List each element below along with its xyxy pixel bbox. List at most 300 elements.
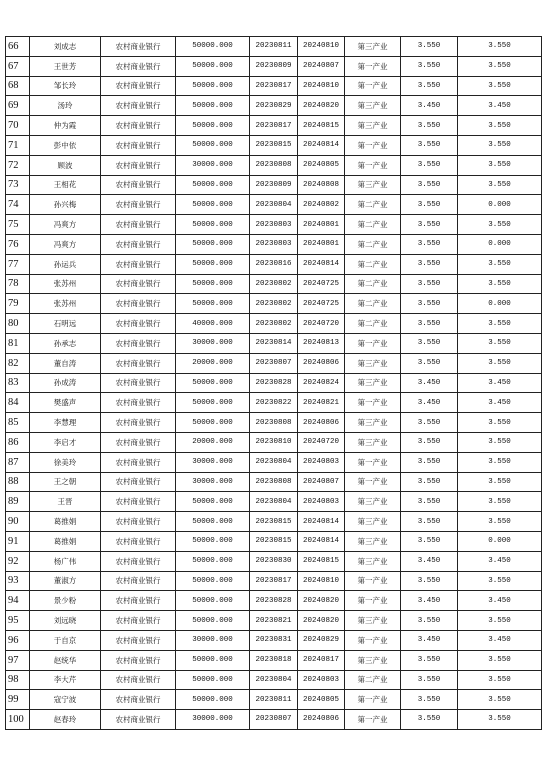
bank-name-cell: 农村商业银行 <box>101 670 176 690</box>
row-number-cell: 100 <box>6 710 30 730</box>
end-date-cell: 20240814 <box>298 531 345 551</box>
actual-rate-cell: 3.550 <box>458 254 542 274</box>
start-date-cell: 20230810 <box>250 432 298 452</box>
borrower-name-cell: 顾波 <box>30 155 101 175</box>
row-number-cell: 90 <box>6 512 30 532</box>
rate-cell: 3.550 <box>401 531 458 551</box>
loan-amount-cell: 20000.000 <box>176 432 250 452</box>
bank-name-cell: 农村商业银行 <box>101 175 176 195</box>
table-row <box>6 353 542 373</box>
start-date-cell: 20230815 <box>250 531 298 551</box>
rate-cell: 3.550 <box>401 413 458 433</box>
loan-amount-cell: 50000.000 <box>176 215 250 235</box>
table-row <box>6 670 542 690</box>
row-number-cell: 80 <box>6 314 30 334</box>
rate-cell: 3.550 <box>401 472 458 492</box>
end-date-cell: 20240801 <box>298 234 345 254</box>
actual-rate-cell: 3.550 <box>458 432 542 452</box>
table-row <box>6 254 542 274</box>
industry-cell: 第一产业 <box>345 333 401 353</box>
borrower-name-cell: 王晋 <box>30 492 101 512</box>
end-date-cell: 20240805 <box>298 690 345 710</box>
table-row <box>6 432 542 452</box>
loan-amount-cell: 50000.000 <box>176 531 250 551</box>
industry-cell: 第三产业 <box>345 116 401 136</box>
loan-amount-cell: 30000.000 <box>176 630 250 650</box>
table-row <box>6 37 542 57</box>
row-number-cell: 86 <box>6 432 30 452</box>
borrower-name-cell: 杨广伟 <box>30 551 101 571</box>
row-number-cell: 87 <box>6 452 30 472</box>
loan-amount-cell: 50000.000 <box>176 512 250 532</box>
end-date-cell: 20240813 <box>298 333 345 353</box>
end-date-cell: 20240803 <box>298 670 345 690</box>
row-number-cell: 79 <box>6 294 30 314</box>
table-row <box>6 373 542 393</box>
row-number-cell: 75 <box>6 215 30 235</box>
start-date-cell: 20230830 <box>250 551 298 571</box>
rate-cell: 3.550 <box>401 650 458 670</box>
end-date-cell: 20240725 <box>298 274 345 294</box>
borrower-name-cell: 孙运兵 <box>30 254 101 274</box>
industry-cell: 第一产业 <box>345 472 401 492</box>
borrower-name-cell: 徐美玲 <box>30 452 101 472</box>
start-date-cell: 20230804 <box>250 452 298 472</box>
loan-amount-cell: 50000.000 <box>176 373 250 393</box>
rate-cell: 3.550 <box>401 353 458 373</box>
end-date-cell: 20240824 <box>298 373 345 393</box>
borrower-name-cell: 董淑方 <box>30 571 101 591</box>
industry-cell: 第三产业 <box>345 531 401 551</box>
table-row <box>6 215 542 235</box>
borrower-name-cell: 景少粉 <box>30 591 101 611</box>
row-number-cell: 68 <box>6 76 30 96</box>
bank-name-cell: 农村商业银行 <box>101 353 176 373</box>
bank-name-cell: 农村商业银行 <box>101 512 176 532</box>
row-number-cell: 94 <box>6 591 30 611</box>
start-date-cell: 20230807 <box>250 710 298 730</box>
rate-cell: 3.450 <box>401 393 458 413</box>
industry-cell: 第三产业 <box>345 551 401 571</box>
rate-cell: 3.550 <box>401 274 458 294</box>
row-number-cell: 96 <box>6 630 30 650</box>
actual-rate-cell: 3.550 <box>458 413 542 433</box>
bank-name-cell: 农村商业银行 <box>101 630 176 650</box>
bank-name-cell: 农村商业银行 <box>101 492 176 512</box>
borrower-name-cell: 李启才 <box>30 432 101 452</box>
industry-cell: 第三产业 <box>345 96 401 116</box>
start-date-cell: 20230828 <box>250 373 298 393</box>
start-date-cell: 20230816 <box>250 254 298 274</box>
industry-cell: 第一产业 <box>345 591 401 611</box>
table-row <box>6 710 542 730</box>
bank-name-cell: 农村商业银行 <box>101 611 176 631</box>
start-date-cell: 20230808 <box>250 155 298 175</box>
rate-cell: 3.550 <box>401 611 458 631</box>
table-row <box>6 274 542 294</box>
bank-name-cell: 农村商业银行 <box>101 234 176 254</box>
loan-amount-cell: 50000.000 <box>176 413 250 433</box>
industry-cell: 第三产业 <box>345 37 401 57</box>
bank-name-cell: 农村商业银行 <box>101 571 176 591</box>
industry-cell: 第一产业 <box>345 56 401 76</box>
row-number-cell: 71 <box>6 135 30 155</box>
row-number-cell: 73 <box>6 175 30 195</box>
borrower-name-cell: 邹长玲 <box>30 76 101 96</box>
borrower-name-cell: 刘远晓 <box>30 611 101 631</box>
loan-amount-cell: 30000.000 <box>176 710 250 730</box>
industry-cell: 第三产业 <box>345 492 401 512</box>
table-row <box>6 56 542 76</box>
loan-amount-cell: 50000.000 <box>176 650 250 670</box>
end-date-cell: 20240725 <box>298 294 345 314</box>
loan-amount-cell: 20000.000 <box>176 353 250 373</box>
loan-amount-cell: 50000.000 <box>176 571 250 591</box>
bank-name-cell: 农村商业银行 <box>101 531 176 551</box>
borrower-name-cell: 张苏州 <box>30 294 101 314</box>
loan-amount-cell: 50000.000 <box>176 116 250 136</box>
end-date-cell: 20240805 <box>298 155 345 175</box>
bank-name-cell: 农村商业银行 <box>101 76 176 96</box>
table-row <box>6 650 542 670</box>
industry-cell: 第二产业 <box>345 314 401 334</box>
start-date-cell: 20230808 <box>250 472 298 492</box>
table-row <box>6 155 542 175</box>
loan-amount-cell: 30000.000 <box>176 452 250 472</box>
bank-name-cell: 农村商业银行 <box>101 274 176 294</box>
row-number-cell: 82 <box>6 353 30 373</box>
rate-cell: 3.550 <box>401 432 458 452</box>
actual-rate-cell: 3.450 <box>458 373 542 393</box>
borrower-name-cell: 彭中依 <box>30 135 101 155</box>
bank-name-cell: 农村商业银行 <box>101 591 176 611</box>
row-number-cell: 76 <box>6 234 30 254</box>
end-date-cell: 20240810 <box>298 37 345 57</box>
start-date-cell: 20230803 <box>250 215 298 235</box>
rate-cell: 3.550 <box>401 195 458 215</box>
row-number-cell: 89 <box>6 492 30 512</box>
rate-cell: 3.550 <box>401 314 458 334</box>
loan-amount-cell: 50000.000 <box>176 492 250 512</box>
loan-amount-cell: 50000.000 <box>176 234 250 254</box>
bank-name-cell: 农村商业银行 <box>101 551 176 571</box>
table-row <box>6 591 542 611</box>
row-number-cell: 70 <box>6 116 30 136</box>
bank-name-cell: 农村商业银行 <box>101 333 176 353</box>
start-date-cell: 20230804 <box>250 670 298 690</box>
loan-amount-cell: 30000.000 <box>176 472 250 492</box>
end-date-cell: 20240820 <box>298 611 345 631</box>
start-date-cell: 20230804 <box>250 492 298 512</box>
start-date-cell: 20230815 <box>250 135 298 155</box>
actual-rate-cell: 3.550 <box>458 452 542 472</box>
start-date-cell: 20230811 <box>250 690 298 710</box>
start-date-cell: 20230809 <box>250 56 298 76</box>
row-number-cell: 95 <box>6 611 30 631</box>
loan-amount-cell: 50000.000 <box>176 195 250 215</box>
borrower-name-cell: 樊盛声 <box>30 393 101 413</box>
end-date-cell: 20240803 <box>298 492 345 512</box>
actual-rate-cell: 3.450 <box>458 630 542 650</box>
end-date-cell: 20240720 <box>298 314 345 334</box>
start-date-cell: 20230808 <box>250 413 298 433</box>
row-number-cell: 67 <box>6 56 30 76</box>
rate-cell: 3.450 <box>401 630 458 650</box>
end-date-cell: 20240829 <box>298 630 345 650</box>
start-date-cell: 20230814 <box>250 333 298 353</box>
industry-cell: 第二产业 <box>345 670 401 690</box>
actual-rate-cell: 3.550 <box>458 155 542 175</box>
table-row <box>6 611 542 631</box>
row-number-cell: 83 <box>6 373 30 393</box>
industry-cell: 第一产业 <box>345 452 401 472</box>
row-number-cell: 81 <box>6 333 30 353</box>
loan-amount-cell: 30000.000 <box>176 333 250 353</box>
industry-cell: 第三产业 <box>345 175 401 195</box>
actual-rate-cell: 0.000 <box>458 234 542 254</box>
industry-cell: 第三产业 <box>345 413 401 433</box>
end-date-cell: 20240815 <box>298 116 345 136</box>
end-date-cell: 20240820 <box>298 591 345 611</box>
actual-rate-cell: 3.550 <box>458 135 542 155</box>
rate-cell: 3.550 <box>401 452 458 472</box>
industry-cell: 第二产业 <box>345 215 401 235</box>
borrower-name-cell: 董自涛 <box>30 353 101 373</box>
loan-amount-cell: 30000.000 <box>176 155 250 175</box>
industry-cell: 第二产业 <box>345 234 401 254</box>
table-row <box>6 116 542 136</box>
end-date-cell: 20240801 <box>298 215 345 235</box>
actual-rate-cell: 3.450 <box>458 393 542 413</box>
borrower-name-cell: 孙兴梅 <box>30 195 101 215</box>
loan-amount-cell: 50000.000 <box>176 690 250 710</box>
industry-cell: 第二产业 <box>345 254 401 274</box>
row-number-cell: 78 <box>6 274 30 294</box>
bank-name-cell: 农村商业银行 <box>101 413 176 433</box>
row-number-cell: 84 <box>6 393 30 413</box>
actual-rate-cell: 3.550 <box>458 314 542 334</box>
industry-cell: 第一产业 <box>345 135 401 155</box>
table-row <box>6 551 542 571</box>
table-row <box>6 76 542 96</box>
loan-amount-cell: 50000.000 <box>176 591 250 611</box>
bank-name-cell: 农村商业银行 <box>101 690 176 710</box>
rate-cell: 3.550 <box>401 215 458 235</box>
start-date-cell: 20230815 <box>250 512 298 532</box>
industry-cell: 第二产业 <box>345 274 401 294</box>
actual-rate-cell: 3.550 <box>458 670 542 690</box>
table-body <box>6 37 542 730</box>
bank-name-cell: 农村商业银行 <box>101 472 176 492</box>
actual-rate-cell: 0.000 <box>458 531 542 551</box>
end-date-cell: 20240820 <box>298 96 345 116</box>
rate-cell: 3.450 <box>401 551 458 571</box>
row-number-cell: 98 <box>6 670 30 690</box>
actual-rate-cell: 3.550 <box>458 611 542 631</box>
end-date-cell: 20240810 <box>298 571 345 591</box>
table-row <box>6 234 542 254</box>
end-date-cell: 20240808 <box>298 175 345 195</box>
bank-name-cell: 农村商业银行 <box>101 135 176 155</box>
actual-rate-cell: 3.550 <box>458 175 542 195</box>
end-date-cell: 20240806 <box>298 710 345 730</box>
actual-rate-cell: 3.450 <box>458 551 542 571</box>
borrower-name-cell: 石明远 <box>30 314 101 334</box>
loan-amount-cell: 50000.000 <box>176 175 250 195</box>
rate-cell: 3.550 <box>401 76 458 96</box>
actual-rate-cell: 3.550 <box>458 37 542 57</box>
bank-name-cell: 农村商业银行 <box>101 96 176 116</box>
bank-name-cell: 农村商业银行 <box>101 650 176 670</box>
rate-cell: 3.450 <box>401 373 458 393</box>
rate-cell: 3.550 <box>401 116 458 136</box>
industry-cell: 第三产业 <box>345 432 401 452</box>
table-row <box>6 195 542 215</box>
table-row <box>6 333 542 353</box>
row-number-cell: 91 <box>6 531 30 551</box>
bank-name-cell: 农村商业银行 <box>101 710 176 730</box>
start-date-cell: 20230804 <box>250 195 298 215</box>
row-number-cell: 85 <box>6 413 30 433</box>
end-date-cell: 20240814 <box>298 512 345 532</box>
rate-cell: 3.550 <box>401 135 458 155</box>
table-row <box>6 314 542 334</box>
table-row <box>6 452 542 472</box>
borrower-name-cell: 孙成涛 <box>30 373 101 393</box>
loan-amount-cell: 50000.000 <box>176 56 250 76</box>
actual-rate-cell: 3.550 <box>458 492 542 512</box>
row-number-cell: 66 <box>6 37 30 57</box>
start-date-cell: 20230831 <box>250 630 298 650</box>
row-number-cell: 72 <box>6 155 30 175</box>
borrower-name-cell: 寇宁波 <box>30 690 101 710</box>
start-date-cell: 20230817 <box>250 116 298 136</box>
industry-cell: 第三产业 <box>345 611 401 631</box>
borrower-name-cell: 仲为霞 <box>30 116 101 136</box>
end-date-cell: 20240803 <box>298 452 345 472</box>
loan-amount-cell: 50000.000 <box>176 670 250 690</box>
actual-rate-cell: 3.550 <box>458 571 542 591</box>
borrower-name-cell: 于自京 <box>30 630 101 650</box>
actual-rate-cell: 3.450 <box>458 591 542 611</box>
bank-name-cell: 农村商业银行 <box>101 215 176 235</box>
table-row <box>6 294 542 314</box>
actual-rate-cell: 3.550 <box>458 116 542 136</box>
borrower-name-cell: 王相花 <box>30 175 101 195</box>
table-row <box>6 512 542 532</box>
borrower-name-cell: 刘成志 <box>30 37 101 57</box>
start-date-cell: 20230818 <box>250 650 298 670</box>
borrower-name-cell: 王世芳 <box>30 56 101 76</box>
end-date-cell: 20240821 <box>298 393 345 413</box>
borrower-name-cell: 汤玲 <box>30 96 101 116</box>
borrower-name-cell: 李慧理 <box>30 413 101 433</box>
actual-rate-cell: 3.550 <box>458 274 542 294</box>
industry-cell: 第一产业 <box>345 571 401 591</box>
row-number-cell: 97 <box>6 650 30 670</box>
actual-rate-cell: 3.550 <box>458 333 542 353</box>
rate-cell: 3.550 <box>401 571 458 591</box>
rate-cell: 3.550 <box>401 175 458 195</box>
loan-amount-cell: 50000.000 <box>176 274 250 294</box>
start-date-cell: 20230803 <box>250 234 298 254</box>
actual-rate-cell: 3.550 <box>458 690 542 710</box>
start-date-cell: 20230809 <box>250 175 298 195</box>
table-row <box>6 571 542 591</box>
industry-cell: 第二产业 <box>345 195 401 215</box>
end-date-cell: 20240810 <box>298 76 345 96</box>
borrower-name-cell: 葛推娟 <box>30 531 101 551</box>
actual-rate-cell: 3.550 <box>458 512 542 532</box>
industry-cell: 第三产业 <box>345 373 401 393</box>
table-row <box>6 135 542 155</box>
rate-cell: 3.450 <box>401 96 458 116</box>
row-number-cell: 88 <box>6 472 30 492</box>
rate-cell: 3.550 <box>401 155 458 175</box>
loan-amount-cell: 40000.000 <box>176 314 250 334</box>
loan-amount-cell: 50000.000 <box>176 611 250 631</box>
end-date-cell: 20240806 <box>298 413 345 433</box>
rate-cell: 3.550 <box>401 492 458 512</box>
end-date-cell: 20240815 <box>298 551 345 571</box>
rate-cell: 3.550 <box>401 234 458 254</box>
bank-name-cell: 农村商业银行 <box>101 294 176 314</box>
bank-name-cell: 农村商业银行 <box>101 195 176 215</box>
table-row <box>6 393 542 413</box>
table-row <box>6 531 542 551</box>
bank-name-cell: 农村商业银行 <box>101 37 176 57</box>
bank-name-cell: 农村商业银行 <box>101 155 176 175</box>
start-date-cell: 20230829 <box>250 96 298 116</box>
loan-amount-cell: 50000.000 <box>176 76 250 96</box>
end-date-cell: 20240814 <box>298 254 345 274</box>
industry-cell: 第一产业 <box>345 76 401 96</box>
bank-name-cell: 农村商业银行 <box>101 56 176 76</box>
actual-rate-cell: 3.550 <box>458 353 542 373</box>
end-date-cell: 20240802 <box>298 195 345 215</box>
industry-cell: 第三产业 <box>345 650 401 670</box>
rate-cell: 3.550 <box>401 56 458 76</box>
actual-rate-cell: 0.000 <box>458 195 542 215</box>
borrower-name-cell: 冯爽方 <box>30 234 101 254</box>
industry-cell: 第一产业 <box>345 155 401 175</box>
start-date-cell: 20230828 <box>250 591 298 611</box>
end-date-cell: 20240720 <box>298 432 345 452</box>
row-number-cell: 99 <box>6 690 30 710</box>
loan-table <box>5 36 542 730</box>
actual-rate-cell: 3.550 <box>458 56 542 76</box>
start-date-cell: 20230802 <box>250 314 298 334</box>
rate-cell: 3.550 <box>401 512 458 532</box>
loan-amount-cell: 50000.000 <box>176 135 250 155</box>
actual-rate-cell: 0.000 <box>458 294 542 314</box>
bank-name-cell: 农村商业银行 <box>101 373 176 393</box>
borrower-name-cell: 赵统华 <box>30 650 101 670</box>
bank-name-cell: 农村商业银行 <box>101 314 176 334</box>
table-row <box>6 175 542 195</box>
rate-cell: 3.550 <box>401 670 458 690</box>
row-number-cell: 92 <box>6 551 30 571</box>
borrower-name-cell: 孙承志 <box>30 333 101 353</box>
loan-amount-cell: 50000.000 <box>176 254 250 274</box>
table-row <box>6 492 542 512</box>
rate-cell: 3.550 <box>401 294 458 314</box>
borrower-name-cell: 葛推娟 <box>30 512 101 532</box>
end-date-cell: 20240807 <box>298 56 345 76</box>
row-number-cell: 69 <box>6 96 30 116</box>
actual-rate-cell: 3.550 <box>458 710 542 730</box>
row-number-cell: 74 <box>6 195 30 215</box>
